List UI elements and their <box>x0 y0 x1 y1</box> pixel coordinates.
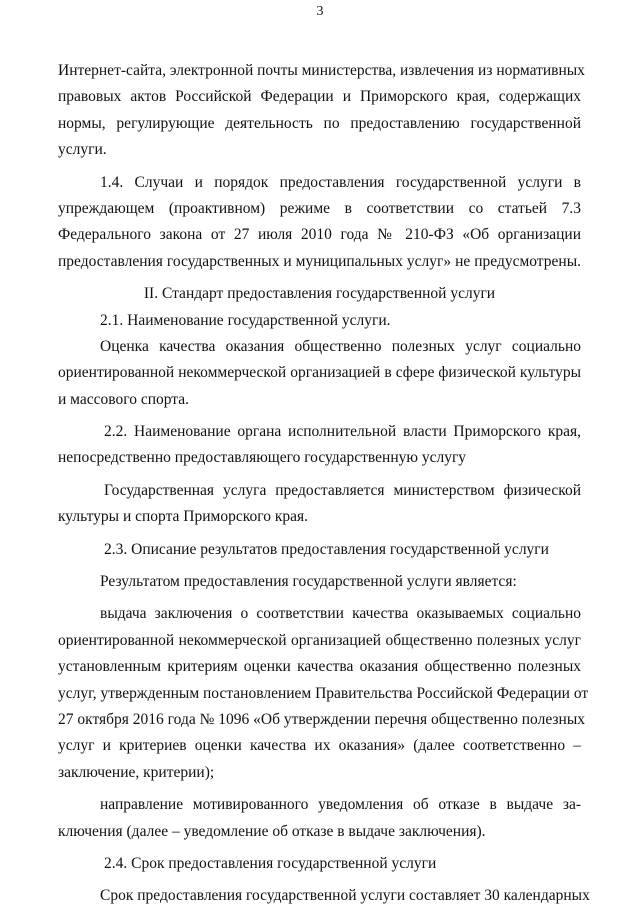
section-heading: II. Стандарт предоставления государственной услуги <box>143 285 496 303</box>
text-line: направление мотивированного уведомления об отказе в выдаче за- <box>100 796 581 814</box>
page-number: 3 <box>316 4 324 19</box>
paragraph-result-conclusion <box>58 601 589 786</box>
text-line: Государственная услуга предоставляется министерством физической <box>104 481 581 499</box>
text-line: услуги. <box>58 141 107 159</box>
text-line: выдача заключения о соответствии качества оказываемых социально <box>100 605 581 623</box>
text-line: ориентированной некоммерческой организацией в сфере физической культуры <box>58 364 581 382</box>
paragraph-result-intro: Результатом предоставления государственной услуги является: <box>100 573 517 591</box>
subsection-heading-2-2 <box>58 419 581 472</box>
paragraph-1-4 <box>58 170 581 276</box>
text-line: ориентированной некоммерческой организацией общественно полезных услуг <box>58 631 581 649</box>
text-line: 2.2. Наименование органа исполнительной власти Приморского края, <box>104 423 581 441</box>
paragraph-authority <box>58 478 581 531</box>
text-line: Федерального закона от 27 июля 2010 года № 210-ФЗ «Об организации <box>58 226 581 244</box>
subsection-heading-2-1: 2.1. Наименование государственной услуги. <box>100 311 391 329</box>
text-line: ключения (далее – уведомление об отказе в выдаче заключения). <box>58 822 486 840</box>
text-line: нормы, регулирующие деятельность по предоставлению государственной <box>58 114 581 132</box>
text-line: заключение, критерии); <box>58 763 215 781</box>
text-line: Оценка качества оказания общественно полезных услуг социально <box>100 337 581 355</box>
document-body <box>58 58 590 910</box>
text-line: предоставления государственных и муниципальных услуг» не предусмотрены. <box>58 252 581 270</box>
text-line: установленным критериям оценки качества оказания общественно полезных <box>58 658 581 676</box>
subsection-heading-2-4: 2.4. Срок предоставления государственной услуги <box>104 854 437 872</box>
text-line: услуг и критериев оценки качества их оказания» (далее соответственно – <box>58 737 581 755</box>
text-line: Интернет-сайта, электронной почты министерства, извлечения из нормативных <box>58 62 585 79</box>
text-line: упреждающем (проактивном) режиме в соответствии со статьей 7.3 <box>58 199 581 217</box>
text-line: 1.4. Случаи и порядок предоставления государственной услуги в <box>100 173 581 191</box>
text-line: и массового спорта. <box>58 390 190 408</box>
paragraph-term: Срок предоставления государственной услуги составляет 30 календарных <box>100 887 590 905</box>
text-line: непосредственно предоставляющего государственную услугу <box>58 449 467 467</box>
paragraph-sources <box>58 58 585 164</box>
text-line: 27 октября 2016 года № 1096 «Об утверждении перечня общественно полезных <box>58 710 585 728</box>
text-line: услуг, утвержденным постановлением Правительства Российской Федерации от <box>58 684 589 702</box>
paragraph-service-name <box>58 334 581 413</box>
subsection-heading-2-3: 2.3. Описание результатов предоставления государственной услуги <box>104 540 549 558</box>
paragraph-result-refusal <box>58 792 581 845</box>
text-line: правовых актов Российской Федерации и Приморского края, содержащих <box>58 88 581 106</box>
text-line: культуры и спорта Приморского края. <box>58 508 308 526</box>
